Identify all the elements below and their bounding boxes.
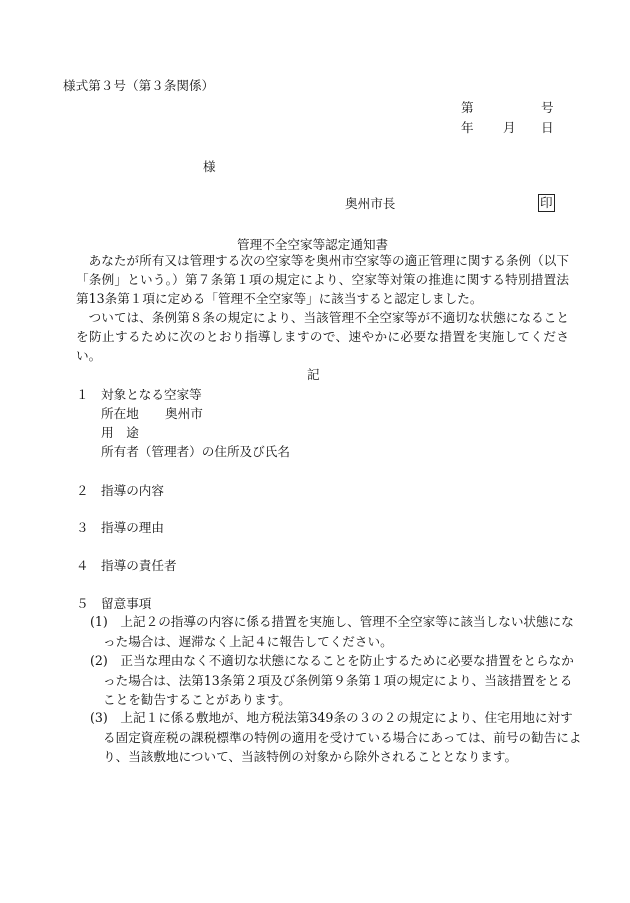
item-3-number: ３ — [76, 520, 89, 535]
item-5-label: 留意事項 — [101, 596, 152, 611]
owner-label: 所有者（管理者）の住所及び氏名 — [101, 444, 290, 459]
item-1-label: 対象となる空家等 — [101, 387, 202, 402]
use-label: 用 途 — [101, 425, 139, 440]
location-value: 奥州市 — [165, 406, 203, 421]
item-4-label: 指導の責任者 — [101, 558, 177, 573]
item-1-number: １ — [76, 387, 89, 402]
ki-heading: 記 — [307, 367, 320, 382]
location-label: 所在地 — [101, 406, 139, 421]
item-5-number: ５ — [76, 596, 89, 611]
note-2: (2) 正当な理由なく不適切な状態になることを防止するために必要な措置をとらなかった場合は、法第13条第２項及び条例第９条第１項の規定により、当該措置をとることを勧告することがあります。 — [90, 653, 574, 707]
issuer: 奥州市長 — [345, 196, 396, 211]
seal-stamp — [538, 193, 555, 212]
item-4-number: ４ — [76, 558, 89, 573]
seal-text: 印 — [540, 195, 553, 210]
document-title: 管理不全空家等認定通知書 — [237, 237, 389, 252]
form-label: 様式第３号（第３条関係） — [63, 78, 215, 93]
body-paragraph-1: あなたが所有又は管理する次の空家等を奥州市空家等の適正管理に関する条例（以下「条例」という。）第７条第１項の規定により、空家等対策の推進に関する特別措置法第13条第１項に定める「管理不全空家等」に該当すると認定しました。 — [76, 253, 569, 306]
date-year: 年 — [461, 120, 474, 135]
note-3: (3) 上記１に係る敷地が、地方税法第349条の３の２の規定により、住宅用地に対する固定資産税の課税標準の特例の適用を受けている場合にあっては、前号の勧告により、当該敷地について、当該特例の対象から除外されることとなります。 — [90, 710, 582, 764]
addressee-suffix: 様 — [203, 159, 216, 174]
item-3-label: 指導の理由 — [101, 520, 164, 535]
item-2-number: ２ — [76, 483, 89, 498]
date-month: 月 — [503, 120, 516, 135]
doc-number-prefix: 第 — [461, 100, 474, 115]
body-paragraph-2: ついては、条例第８条の規定により、当該管理不全空家等が不適切な状態になることを防止するために次のとおり指導しますので、速やかに必要な措置を実施してください。 — [76, 310, 569, 363]
note-1: (1) 上記２の指導の内容に係る措置を実施し、管理不全空家等に該当しない状態になった場合は、遅滞なく上記４に報告してください。 — [90, 614, 574, 649]
doc-number-suffix: 号 — [541, 100, 554, 115]
date-day: 日 — [541, 120, 554, 135]
item-2-label: 指導の内容 — [101, 483, 164, 498]
